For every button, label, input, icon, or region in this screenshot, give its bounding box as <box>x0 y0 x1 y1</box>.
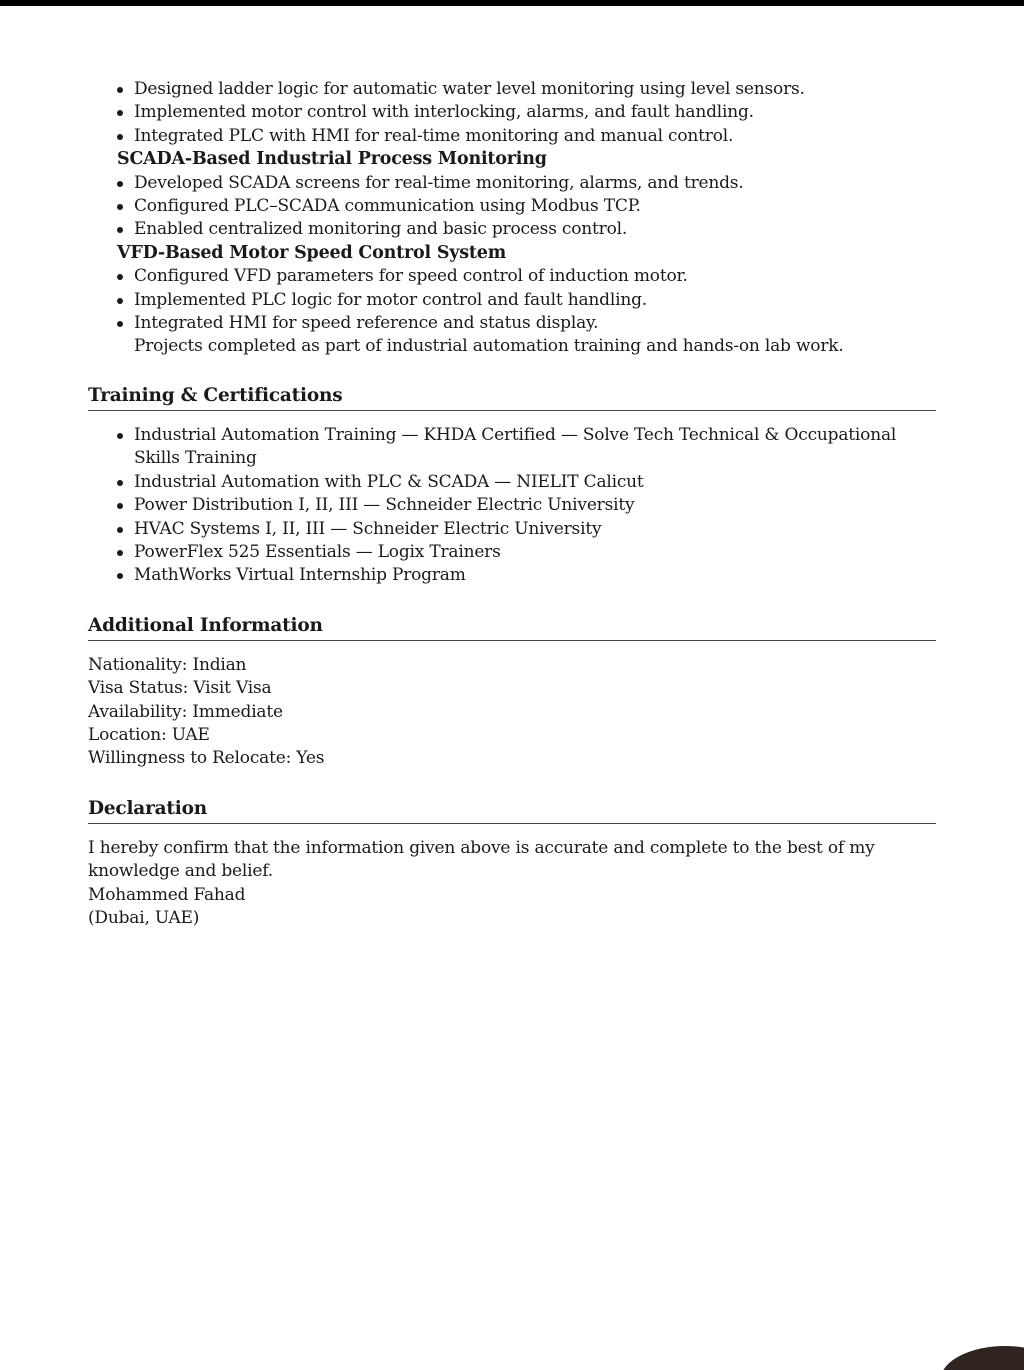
project-title-scada: SCADA-Based Industrial Process Monitoring <box>117 149 547 170</box>
info-visa-status: Visa Status: Visit Visa <box>88 678 272 699</box>
section-heading-training: Training & Certifications <box>88 384 936 411</box>
declaration-body <box>88 837 936 931</box>
list-item: Implemented PLC logic for motor control and fault handling. <box>134 289 936 312</box>
project-scada-bullets <box>88 172 936 242</box>
corner-overlay-shape <box>940 1346 1024 1370</box>
signature-place: (Dubai, UAE) <box>88 907 200 928</box>
resume-page <box>88 78 936 930</box>
list-item: Enabled centralized monitoring and basic process control. <box>134 218 936 241</box>
additional-info-section <box>88 614 936 771</box>
list-item: Industrial Automation Training — KHDA Certified — Solve Tech Technical & Occupational Skills Training <box>134 424 936 471</box>
list-item: MathWorks Virtual Internship Program <box>134 564 936 587</box>
list-item: Industrial Automation with PLC & SCADA — NIELIT Calicut <box>134 471 936 494</box>
list-item: Configured PLC–SCADA communication using Modbus TCP. <box>134 195 936 218</box>
list-item: Integrated HMI for speed reference and status display. <box>134 312 936 335</box>
list-item: Implemented motor control with interlocking, alarms, and fault handling. <box>134 101 936 124</box>
list-item: Power Distribution I, II, III — Schneider Electric University <box>134 494 936 517</box>
section-heading-declaration: Declaration <box>88 797 936 824</box>
section-heading-additional: Additional Information <box>88 614 936 641</box>
project-vfd-bullets <box>88 265 936 335</box>
list-item: Developed SCADA screens for real-time monitoring, alarms, and trends. <box>134 172 936 195</box>
info-location: Location: UAE <box>88 724 210 745</box>
info-availability: Availability: Immediate <box>88 701 283 722</box>
list-item: Configured VFD parameters for speed control of induction motor. <box>134 265 936 288</box>
project-title-vfd: VFD-Based Motor Speed Control System <box>117 242 507 263</box>
list-item: Designed ladder logic for automatic water level monitoring using level sensors. <box>134 78 936 101</box>
info-relocate: Willingness to Relocate: Yes <box>88 748 325 769</box>
projects-note: Projects completed as part of industrial automation training and hands-on lab work. <box>134 336 844 357</box>
projects-section <box>88 78 936 359</box>
additional-info-lines <box>88 654 936 771</box>
list-item: HVAC Systems I, II, III — Schneider Electric University <box>134 518 936 541</box>
training-section <box>88 384 936 588</box>
signature-name: Mohammed Fahad <box>88 884 246 905</box>
declaration-section <box>88 797 936 931</box>
list-item: PowerFlex 525 Essentials — Logix Trainers <box>134 541 936 564</box>
info-nationality: Nationality: Indian <box>88 654 247 675</box>
training-list <box>88 424 936 588</box>
declaration-text: I hereby confirm that the information given above is accurate and complete to the best of my knowledge and belief. <box>88 837 875 882</box>
list-item: Integrated PLC with HMI for real-time monitoring and manual control. <box>134 125 936 148</box>
top-edge-bar <box>0 0 1024 6</box>
project-plc-bullets <box>88 78 936 148</box>
